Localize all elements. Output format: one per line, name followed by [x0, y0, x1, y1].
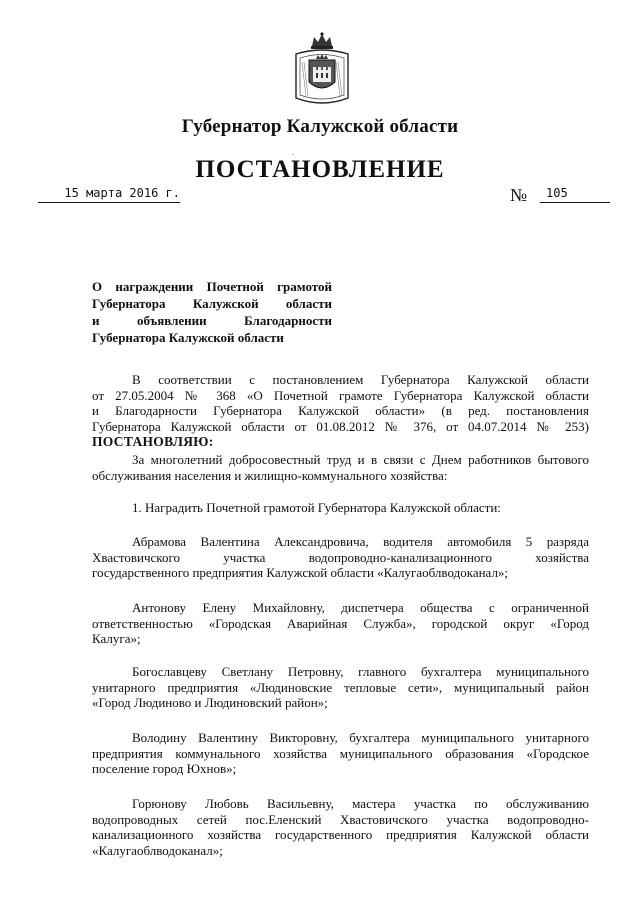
document-type-heading: ПОСТАНОВЛЕНИЕ	[195, 156, 445, 183]
authority-title: Губернатор Калужской области	[181, 116, 459, 137]
awardee-line: ответственностью «Городская Аварийная Служба», городской округ «Город	[92, 615, 589, 631]
preamble-line: и Благодарности Губернатора Калужской области» (в ред. постановления	[92, 403, 589, 418]
subject-line: и объявлении Благодарности	[92, 313, 332, 328]
coat-of-arms-emblem	[292, 32, 352, 106]
subject-line: О награждении Почетной грамотой	[92, 279, 332, 294]
preamble-line: от 27.05.2004 № 368 «О Почетной грамоте Губернатора Калужской области	[92, 387, 589, 403]
item-1-paragraph	[92, 500, 589, 516]
awardee-paragraph	[92, 664, 589, 711]
document-number: 105	[540, 186, 610, 203]
awardee-line: поселение город Юхнов»;	[92, 761, 237, 776]
preamble-line: В соответствии с постановлением Губернатора Калужской области	[132, 372, 589, 387]
reason-line: обслуживания населения и жилищно-коммунального хозяйства:	[92, 467, 448, 483]
awardee-line: «Город Людиново и Людиновский район»;	[92, 695, 328, 710]
resolve-heading: ПОСТАНОВЛЯЮ:	[92, 434, 214, 449]
reason-line: За многолетний добросовестный труд и в связи с Днем работников бытового	[132, 452, 589, 467]
awardee-line: Антонову Елену Михайловну, диспетчера общества с ограниченной	[132, 600, 589, 615]
awardee-line: предприятия коммунального хозяйства муниципального образования «Городское	[92, 745, 589, 761]
awardee-line: унитарного предприятия «Людиновские тепловые сети», муниципальный район	[92, 679, 589, 695]
awardee-line: Горюнову Любовь Васильевну, мастера участка по обслуживанию	[132, 796, 589, 811]
awardee-paragraph	[92, 534, 589, 581]
awardee-line: Калуга»;	[92, 631, 141, 646]
awardee-paragraph	[92, 600, 589, 647]
subject-line: Губернатора Калужской области	[92, 330, 284, 345]
awardee-line: канализационного хозяйства государственного предприятия Калужской области	[92, 827, 589, 842]
preamble-paragraph	[92, 372, 589, 434]
subject-line: Губернатора Калужской области	[92, 296, 332, 311]
preamble-line: Губернатора Калужской области от 01.08.2012 № 376, от 04.07.2014 № 253)	[92, 418, 589, 434]
awardee-line: водопроводных сетей пос.Еленский Хвастовичского участка водопроводно-	[92, 811, 589, 827]
document-subject	[92, 278, 332, 346]
document-date: 15 марта 2016 г.	[38, 186, 180, 203]
stray-mark: .	[292, 148, 294, 157]
number-label: №	[510, 185, 528, 205]
awardee-line: государственного предприятия Калужской области «Калугаоблводоканал»;	[92, 565, 509, 580]
awardee-line: Богославцеву Светлану Петровну, главного бухгалтера муниципального	[132, 664, 589, 679]
awardee-line: Володину Валентину Викторовну, бухгалтера муниципального унитарного	[132, 730, 589, 745]
awardee-paragraph	[92, 730, 589, 777]
reason-paragraph	[92, 452, 589, 483]
awardee-line: Хвастовичского участка водопроводно-канализационного хозяйства	[92, 549, 589, 565]
item-1-line: 1. Наградить Почетной грамотой Губернатора Калужской области:	[132, 500, 501, 515]
awardee-line: «Калугаоблводоканал»;	[92, 842, 223, 858]
awardee-line: Абрамова Валентина Александровича, водителя автомобиля 5 разряда	[132, 534, 589, 549]
awardee-paragraph	[92, 796, 589, 858]
